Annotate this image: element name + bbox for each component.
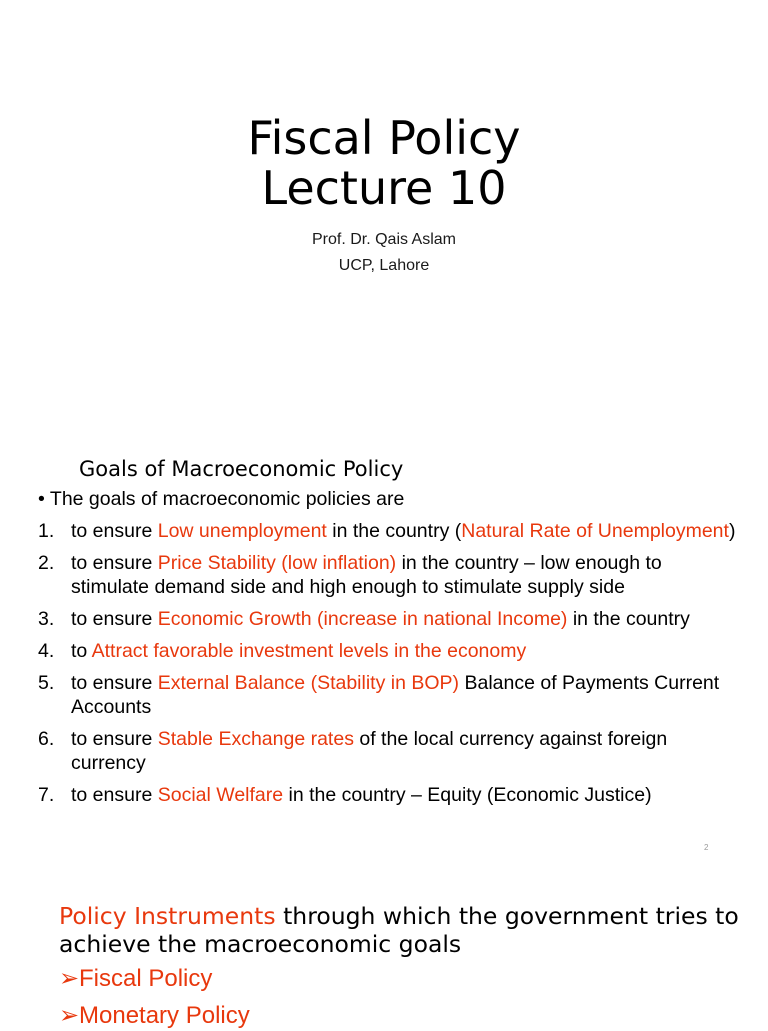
heading-highlight: Policy Instruments [59, 902, 276, 930]
goal-mid: in the country ( [326, 520, 462, 542]
goal-text [71, 783, 652, 807]
goal-pre: to ensure [71, 672, 158, 694]
goal-highlight: External Balance (Stability in BOP) [157, 672, 460, 694]
instruments-heading [59, 902, 749, 958]
goal-text [71, 727, 738, 775]
goal-post: ) [728, 520, 736, 542]
goal-text [71, 639, 526, 663]
heading-rest: through which the government tries to achieve the macroeconomic goals [59, 902, 739, 958]
goal-post: in the country – Equity (Economic Justice) [283, 784, 652, 806]
goal-item [38, 519, 738, 543]
goal-highlight: Attract favorable investment levels in the economy [91, 640, 527, 662]
goals-heading: Goals of Macroeconomic Policy [79, 457, 404, 481]
goal-highlight: Price Stability (low inflation) [157, 552, 397, 574]
goal-number: 4. [38, 640, 55, 662]
goal-highlight: Stable Exchange rates [157, 728, 354, 750]
goal-item [38, 607, 738, 631]
goal-highlight: Social Welfare [157, 784, 284, 806]
goal-pre: to ensure [71, 552, 158, 574]
instrument-label: Monetary Policy [79, 1002, 250, 1029]
goal-post: of the local currency against foreign currency [71, 728, 668, 774]
slide-title [0, 113, 768, 213]
instruments-slide [0, 860, 768, 1029]
goal-pre: to ensure [71, 608, 158, 630]
intro-bullet: • The goals of macroeconomic policies are [38, 488, 405, 510]
goal-highlight: Economic Growth (increase in national Income) [157, 608, 568, 630]
goal-highlight-2: Natural Rate of Unemployment [461, 520, 729, 542]
goal-pre: to ensure [71, 784, 158, 806]
goal-number: 3. [38, 608, 55, 630]
goal-item [38, 639, 738, 663]
title-line-2: Lecture 10 [261, 161, 507, 215]
arrow-bullet-icon: ➢ [59, 965, 80, 992]
goal-post: in the country – low enough to stimulate demand side and high enough to stimulate supply side [71, 552, 662, 598]
goal-text [71, 519, 735, 543]
goal-highlight: Low unemployment [157, 520, 327, 542]
goal-pre: to ensure [71, 728, 158, 750]
title-line-1: Fiscal Policy [247, 111, 521, 165]
goal-number: 7. [38, 784, 55, 806]
title-slide [0, 0, 768, 430]
goal-pre: to [71, 640, 92, 662]
instrument-label: Fiscal Policy [79, 965, 213, 992]
goal-item [38, 671, 738, 719]
goal-text [71, 671, 738, 719]
author-name: Prof. Dr. Qais Aslam [311, 231, 457, 248]
goal-text [71, 551, 738, 599]
goal-number: 1. [38, 520, 55, 542]
goal-pre: to ensure [71, 520, 158, 542]
arrow-bullet-icon: ➢ [59, 1002, 80, 1029]
goal-post: Balance of Payments Current Accounts [71, 672, 720, 718]
instrument-item [59, 964, 212, 994]
slide-subtitle [0, 227, 768, 279]
page-number: 2 [704, 843, 709, 852]
goal-post: in the country [567, 608, 690, 630]
goals-body [38, 487, 738, 815]
goal-item [38, 727, 738, 775]
instrument-item [59, 1001, 250, 1031]
goal-item [38, 783, 738, 807]
goal-number: 2. [38, 552, 55, 574]
intro-text: The goals of macroeconomic policies are [49, 488, 405, 510]
goal-text [71, 607, 690, 631]
goal-item [38, 551, 738, 599]
institution-name: UCP, Lahore [338, 257, 430, 274]
goal-number: 6. [38, 728, 55, 750]
goals-slide [0, 430, 768, 860]
goal-number: 5. [38, 672, 55, 694]
